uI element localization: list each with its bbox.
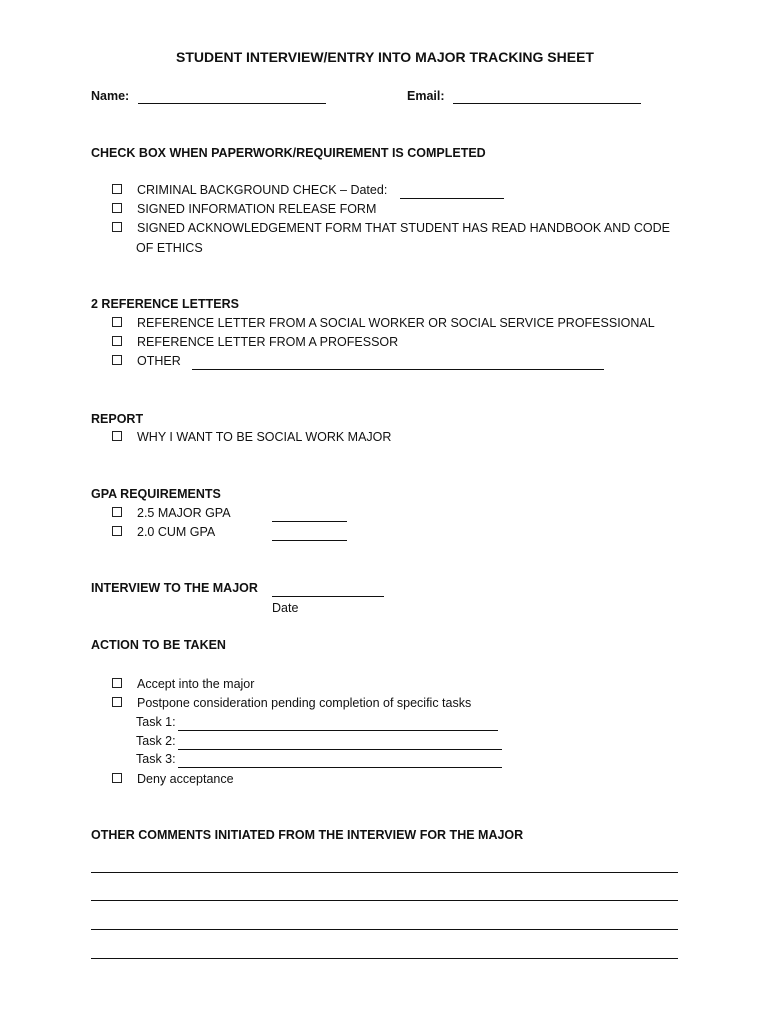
checkbox[interactable]	[112, 507, 122, 517]
checkbox[interactable]	[112, 222, 122, 232]
reference-item-label: OTHER	[137, 354, 181, 368]
action-deny-label: Deny acceptance	[137, 772, 234, 786]
action-item	[112, 677, 254, 691]
comment-line[interactable]	[91, 929, 678, 930]
reference-item-label: REFERENCE LETTER FROM A PROFESSOR	[137, 335, 399, 349]
comments-heading: OTHER COMMENTS INITIATED FROM THE INTERVIEW FOR THE MAJOR	[91, 828, 524, 842]
checkbox[interactable]	[112, 773, 122, 783]
checklist-item-label: CRIMINAL BACKGROUND CHECK – Dated:	[137, 183, 388, 197]
references-heading: 2 REFERENCE LETTERS	[91, 297, 239, 311]
interview-date-field[interactable]	[272, 584, 384, 597]
checklist-item-label-continued: OF ETHICS	[136, 241, 203, 255]
gpa-heading: GPA REQUIREMENTS	[91, 487, 221, 501]
interview-date-label: Date	[272, 601, 299, 615]
task-label: Task 3:	[136, 752, 176, 766]
task-1-field[interactable]	[178, 718, 498, 731]
task-label: Task 1:	[136, 715, 176, 729]
reference-item	[112, 335, 398, 349]
email-label: Email:	[407, 89, 445, 103]
checklist-item	[112, 221, 670, 235]
interview-heading: INTERVIEW TO THE MAJOR	[91, 581, 258, 595]
gpa-item-label: 2.0 CUM GPA	[137, 525, 216, 539]
major-gpa-field[interactable]	[272, 509, 347, 522]
checklist-item-label: SIGNED ACKNOWLEDGEMENT FORM THAT STUDENT HAS READ HANDBOOK AND CODE	[137, 221, 670, 235]
cum-gpa-field[interactable]	[272, 528, 347, 541]
comment-line[interactable]	[91, 958, 678, 959]
checklist-heading: CHECK BOX WHEN PAPERWORK/REQUIREMENT IS COMPLETED	[91, 146, 486, 160]
action-accept-label: Accept into the major	[137, 677, 255, 691]
checkbox[interactable]	[112, 678, 122, 688]
action-postpone-label: Postpone consideration pending completion of specific tasks	[137, 696, 472, 710]
checkbox[interactable]	[112, 336, 122, 346]
checkbox[interactable]	[112, 431, 122, 441]
checklist-item	[112, 202, 376, 216]
background-check-date-field[interactable]	[400, 186, 504, 199]
checkbox[interactable]	[112, 697, 122, 707]
task-3-field[interactable]	[178, 755, 502, 768]
checkbox[interactable]	[112, 203, 122, 213]
name-label: Name:	[91, 89, 130, 103]
checklist-item-label: SIGNED INFORMATION RELEASE FORM	[137, 202, 377, 216]
action-item	[112, 696, 471, 710]
reference-item	[112, 354, 181, 368]
gpa-item	[112, 506, 231, 520]
comment-line[interactable]	[91, 900, 678, 901]
comment-line[interactable]	[91, 872, 678, 873]
checkbox[interactable]	[112, 355, 122, 365]
report-heading: REPORT	[91, 412, 144, 426]
gpa-item-label: 2.5 MAJOR GPA	[137, 506, 231, 520]
task-label: Task 2:	[136, 734, 176, 748]
other-reference-field[interactable]	[192, 357, 604, 370]
checkbox[interactable]	[112, 317, 122, 327]
report-item	[112, 430, 391, 444]
email-field[interactable]	[453, 91, 641, 104]
checkbox[interactable]	[112, 526, 122, 536]
name-field[interactable]	[138, 91, 326, 104]
task-2-field[interactable]	[178, 737, 502, 750]
checkbox[interactable]	[112, 184, 122, 194]
reference-item-label: REFERENCE LETTER FROM A SOCIAL WORKER OR SOCIAL SERVICE PROFESSIONAL	[137, 316, 655, 330]
action-item	[112, 772, 234, 786]
gpa-item	[112, 525, 215, 539]
reference-item	[112, 316, 655, 330]
action-heading: ACTION TO BE TAKEN	[91, 638, 226, 652]
checklist-item	[112, 183, 387, 197]
page-title: STUDENT INTERVIEW/ENTRY INTO MAJOR TRACKING SHEET	[176, 49, 594, 65]
report-item-label: WHY I WANT TO BE SOCIAL WORK MAJOR	[137, 430, 392, 444]
